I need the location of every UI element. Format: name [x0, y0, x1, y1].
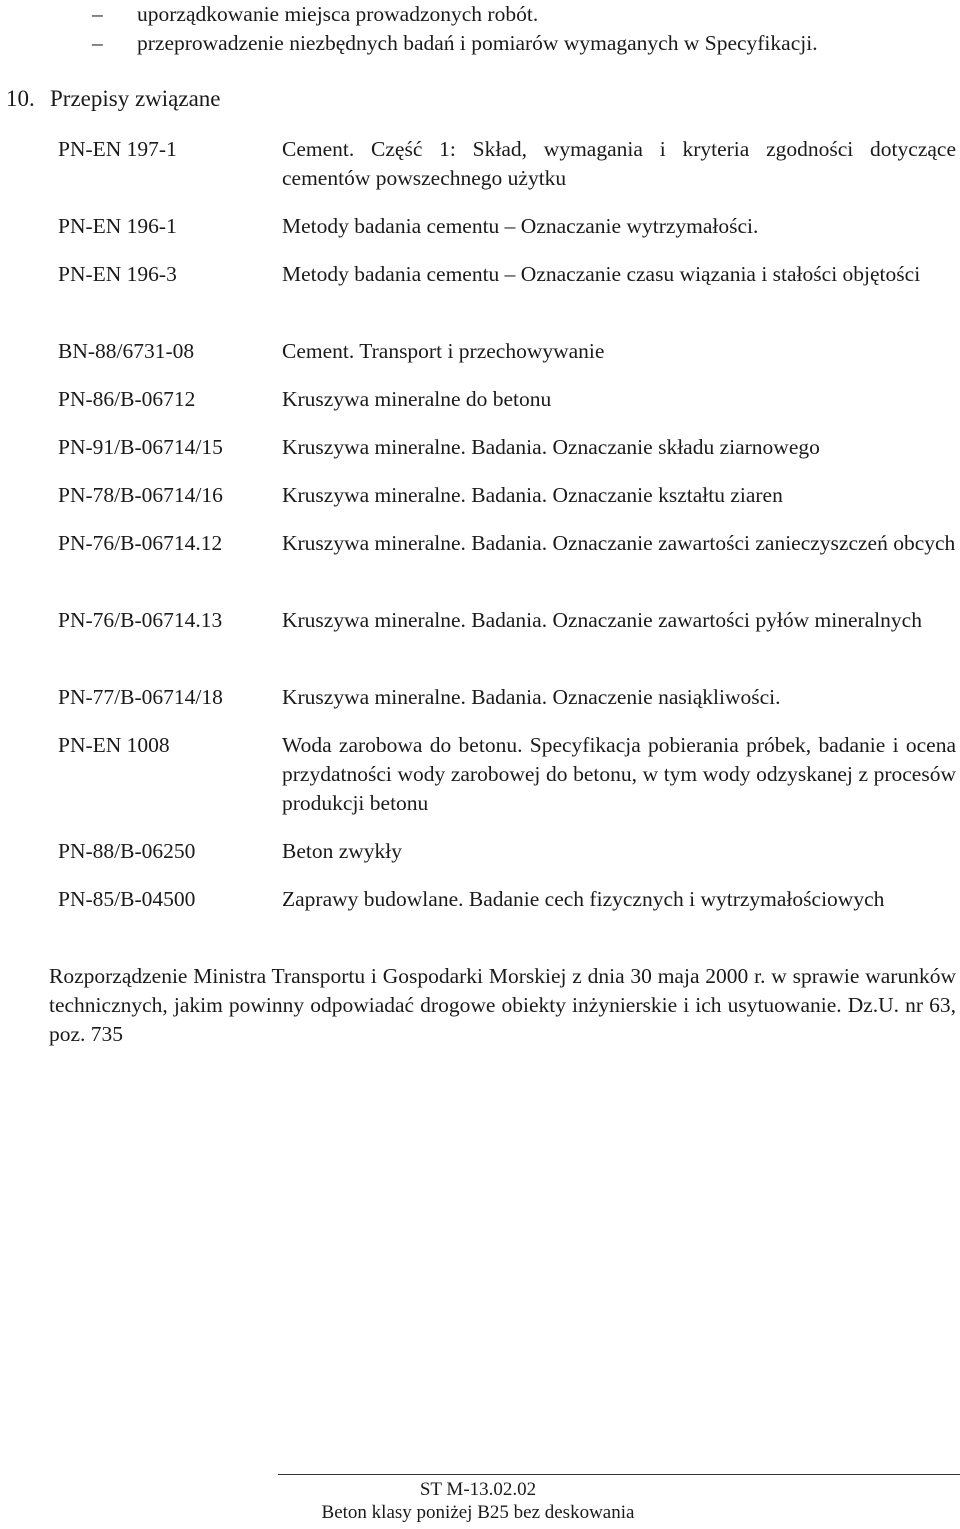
- standard-description: Kruszywa mineralne. Badania. Oznaczenie nasiąkliwości.: [282, 685, 781, 709]
- section-number: 10.: [6, 86, 35, 111]
- standard-code: PN-91/B-06714/15: [58, 435, 223, 459]
- bullet-dash: –: [92, 31, 103, 55]
- standard-description: Kruszywa mineralne. Badania. Oznaczanie zawartości zanieczyszczeń obcych: [282, 531, 956, 555]
- section-title: Przepisy związane: [50, 86, 221, 111]
- standard-description: Cement. Część 1: Skład, wymagania i kryteria zgodności dotyczące cementów powszechnego użytku: [282, 137, 956, 190]
- standard-description: Kruszywa mineralne do betonu: [282, 387, 552, 411]
- standard-description: Cement. Transport i przechowywanie: [282, 339, 605, 363]
- standard-code: PN-85/B-04500: [58, 887, 196, 911]
- bullet-text: uporządkowanie miejsca prowadzonych robót.: [137, 2, 539, 26]
- standard-code: PN-77/B-06714/18: [58, 685, 223, 709]
- standard-description: Kruszywa mineralne. Badania. Oznaczanie zawartości pyłów mineralnych: [282, 608, 922, 632]
- standard-description: Woda zarobowa do betonu. Specyfikacja pobierania próbek, badanie i ocena przydatności wody zarobowej do betonu, w tym wody odzyskanej z procesów produkcji betonu: [282, 733, 956, 815]
- footer-divider: [278, 1474, 960, 1475]
- standard-code: PN-76/B-06714.12: [58, 531, 223, 555]
- standard-code: PN-EN 1008: [58, 733, 170, 757]
- standard-code: PN-EN 197-1: [58, 137, 177, 161]
- bullet-dash: –: [92, 2, 103, 26]
- footer-spec-title: Beton klasy poniżej B25 bez deskowania: [321, 1502, 635, 1523]
- standard-description: Zaprawy budowlane. Badanie cech fizycznych i wytrzymałościowych: [282, 887, 885, 911]
- standard-description: Metody badania cementu – Oznaczanie czasu wiązania i stałości objętości: [282, 262, 921, 286]
- bullet-text: przeprowadzenie niezbędnych badań i pomiarów wymaganych w Specyfikacji.: [137, 31, 818, 55]
- standard-description: Kruszywa mineralne. Badania. Oznaczanie kształtu ziaren: [282, 483, 783, 507]
- regulation-paragraph: Rozporządzenie Ministra Transportu i Gospodarki Morskiej z dnia 30 maja 2000 r. w sprawie warunków technicznych, jakim powinny odpowiadać drogowe obiekty inżynierskie i ich usytuowanie. Dz.U. nr 63, poz. 735: [49, 964, 956, 1046]
- standard-code: PN-EN 196-1: [58, 214, 177, 238]
- standard-description: Beton zwykły: [282, 839, 403, 863]
- standard-code: PN-78/B-06714/16: [58, 483, 223, 507]
- footer-spec-code: ST M-13.02.02: [419, 1479, 537, 1500]
- standard-code: PN-88/B-06250: [58, 839, 196, 863]
- standard-description: Kruszywa mineralne. Badania. Oznaczanie składu ziarnowego: [282, 435, 820, 459]
- standard-code: PN-76/B-06714.13: [58, 608, 223, 632]
- standard-description: Metody badania cementu – Oznaczanie wytrzymałości.: [282, 214, 759, 238]
- standard-code: PN-86/B-06712: [58, 387, 196, 411]
- standard-code: PN-EN 196-3: [58, 262, 177, 286]
- standard-code: BN-88/6731-08: [58, 339, 195, 363]
